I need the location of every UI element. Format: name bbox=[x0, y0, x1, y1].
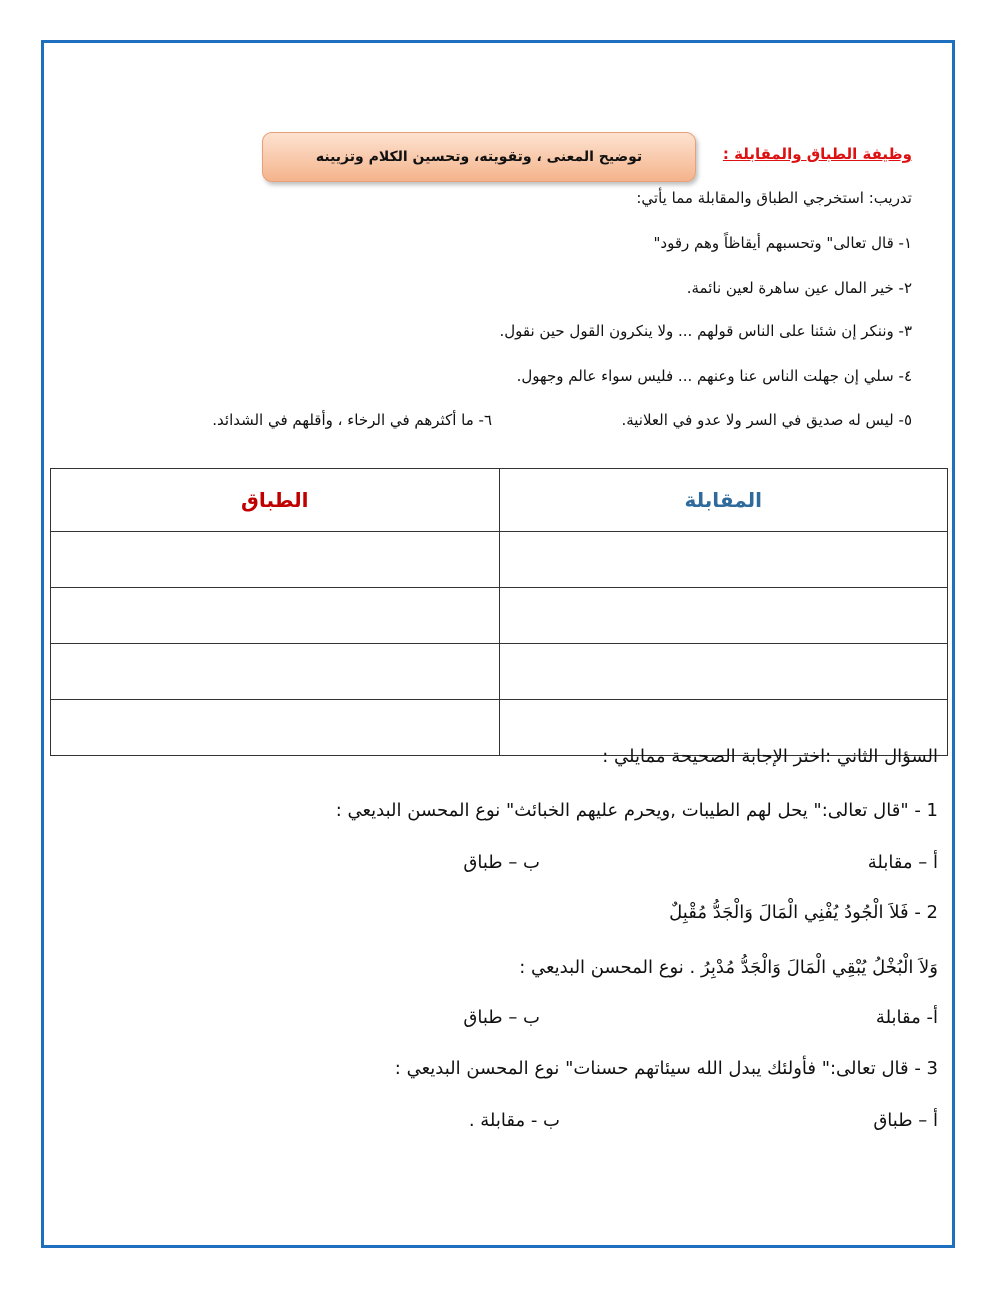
exercise-item-6: ٦- ما أكثرهم في الرخاء ، وأقلهم في الشدائد. bbox=[212, 411, 492, 429]
answer-cell[interactable] bbox=[499, 532, 948, 588]
q2-option-a[interactable]: أ- مقابلة bbox=[875, 1007, 938, 1028]
exercise-title: تدريب: استخرجي الطباق والمقابلة مما يأتي: bbox=[636, 189, 912, 207]
function-box: توضيح المعنى ، وتقويته، وتحسين الكلام وتزيينه bbox=[262, 132, 696, 182]
q1-option-a[interactable]: أ – مقابلة bbox=[867, 852, 938, 873]
exercise-item-4: ٤- سلي إن جهلت الناس عنا وعنهم ... فليس سواء عالم وجهول. bbox=[516, 367, 912, 385]
q2-line2: وَلاَ الْبُخْلُ يُبْقِي الْمَالَ وَالْجَدُّ مُدْبِرُ . نوع المحسن البديعي : bbox=[519, 957, 938, 978]
col-muqabala-header: المقابلة bbox=[499, 469, 948, 532]
exercise-item-5: ٥- ليس له صديق في السر ولا عدو في العلانية. bbox=[621, 411, 912, 429]
q1-text: 1 - "قال تعالى:" يحل لهم الطيبات ,ويحرم عليهم الخبائث" نوع المحسن البديعي : bbox=[335, 800, 938, 821]
q2-option-b[interactable]: ب – طباق bbox=[463, 1007, 540, 1028]
heading-label: وظيفة الطباق والمقابلة : bbox=[722, 145, 912, 163]
q2-line1: 2 - فَلاَ الْجُودُ يُفْنِي الْمَالَ وَالْجَدُّ مُقْبِلٌ bbox=[669, 902, 938, 923]
exercise-item-3: ٣- وننكر إن شئنا على الناس قولهم ... ولا ينكرون القول حين نقول. bbox=[499, 322, 912, 340]
answer-cell[interactable] bbox=[51, 644, 500, 700]
col-tibaq-header: الطباق bbox=[51, 469, 500, 532]
exercise-item-1: ١- قال تعالى" وتحسبهم أيقاظاً وهم رقود" bbox=[653, 234, 912, 252]
answer-cell[interactable] bbox=[51, 588, 500, 644]
answer-cell[interactable] bbox=[51, 700, 500, 756]
q3-text: 3 - قال تعالى:" فأولئك يبدل الله سيئاتهم حسنات" نوع المحسن البديعي : bbox=[394, 1058, 938, 1079]
answer-cell[interactable] bbox=[51, 532, 500, 588]
q1-option-b[interactable]: ب – طباق bbox=[463, 852, 540, 873]
answer-cell[interactable] bbox=[499, 588, 948, 644]
q3-option-a[interactable]: أ – طباق bbox=[873, 1110, 938, 1131]
answer-table bbox=[50, 468, 948, 756]
q3-option-b[interactable]: ب - مقابلة . bbox=[468, 1110, 560, 1131]
exercise-item-2: ٢- خير المال عين ساهرة لعين نائمة. bbox=[686, 279, 912, 297]
answer-cell[interactable] bbox=[499, 644, 948, 700]
question2-title: السؤال الثاني :اختر الإجابة الصحيحة ممايلي : bbox=[602, 746, 938, 767]
